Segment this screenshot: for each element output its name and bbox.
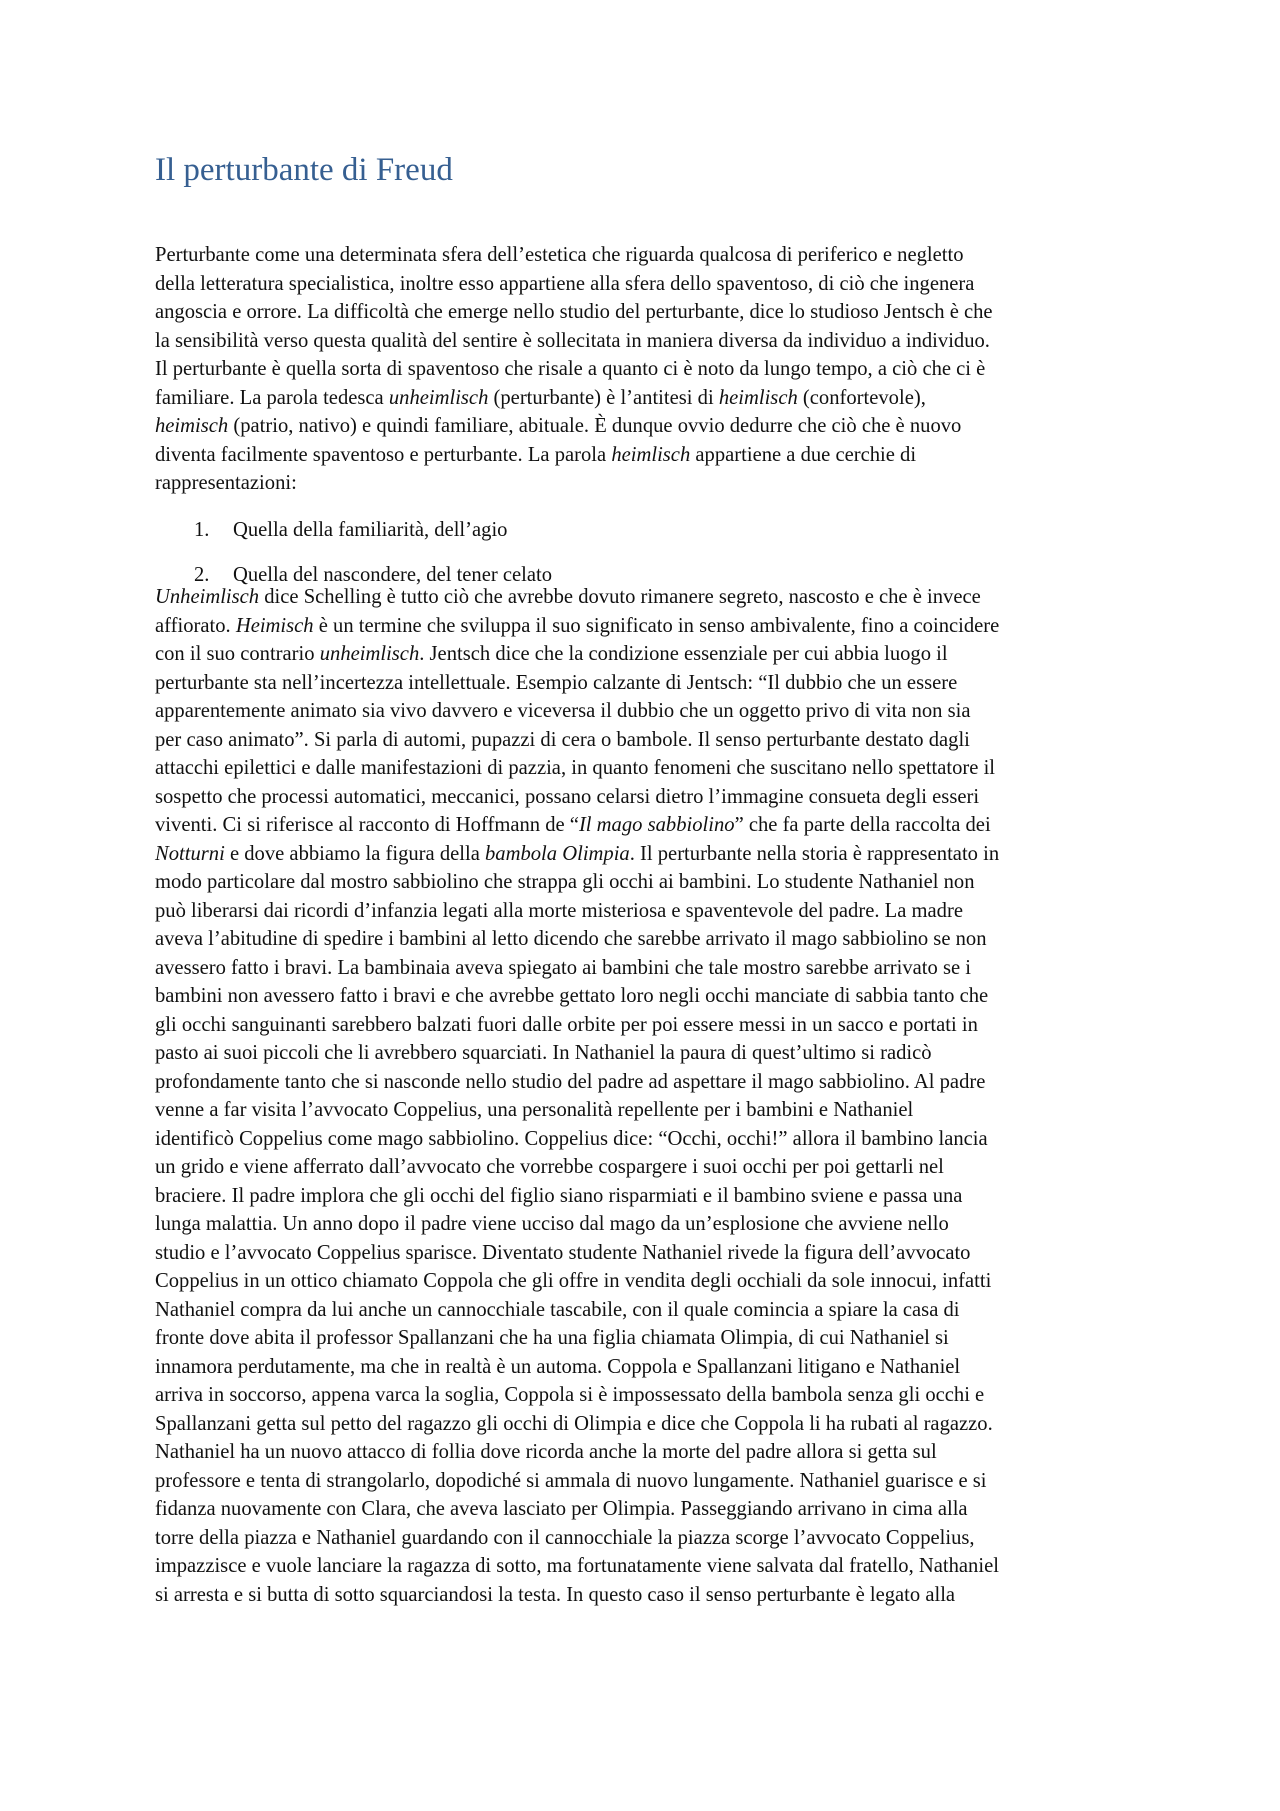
text-segment: (confortevole), [797, 386, 926, 409]
text-segment: fidanza nuovamente con Clara, che aveva lasciato per Olimpia. Passeggiando arrivano in cima alla [155, 1498, 968, 1520]
text-line [155, 1495, 1135, 1524]
text-segment: affiorato. [155, 614, 236, 637]
text-segment: (patrio, nativo) e quindi familiare, abituale. È dunque ovvio dedurre che ciò che è nuovo [228, 415, 962, 437]
text-segment: per caso animato”. Si parla di automi, pupazzi di cera o bambole. Il senso perturbante destato dagli [155, 728, 970, 751]
italic-term: Unheimlisch [155, 586, 260, 608]
text-segment: può liberarsi dai ricordi d’infanzia legati alla morte misteriosa e spaventevole del padre. La madre [155, 899, 963, 922]
text-segment: venne a far visita l’avvocato Coppelius, una personalità repellente per i bambini e Nathaniel [155, 1099, 914, 1121]
list-item-number: 1. [194, 519, 210, 541]
text-line [155, 270, 1135, 299]
text-segment: fronte dove abita il professor Spallanzani che ha una figlia chiamata Olimpia, di cui Nathaniel si [155, 1327, 949, 1349]
text-segment: arriva in soccorso, appena varca la soglia, Coppola si è impossessato della bambola senza gli occhi e [155, 1384, 985, 1406]
text-line [155, 1438, 1135, 1467]
text-line [155, 868, 1135, 897]
list-item-text: Quella del nascondere, del tener celato [233, 564, 553, 586]
text-line [155, 1011, 1135, 1040]
text-segment: avessero fatto i bravi. La bambinaia aveva spiegato ai bambini che tale mostro sarebbe arrivato se i [155, 956, 971, 979]
text-line [155, 840, 1135, 869]
text-line [155, 612, 1135, 641]
text-segment: pasto ai suoi piccoli che li avrebbero squarciati. In Nathaniel la paura di quest’ultimo si radicò [155, 1042, 932, 1064]
text-line [155, 1153, 1135, 1182]
text-line [155, 298, 1135, 327]
text-segment: torre della piazza e Nathaniel guardando con il cannocchiale la piazza scorge l’avvocato Coppelius, [155, 1526, 975, 1549]
text-segment: della letteratura specialistica, inoltre esso appartiene alla sfera dello spaventoso, di ciò che ingenera [155, 272, 975, 295]
text-line [155, 669, 1135, 698]
text-segment: impazzisce e vuole lanciare la ragazza di sotto, ma fortunatamente viene salvata dal fratello, Nathaniel [155, 1555, 999, 1577]
text-segment: ” che fa parte della raccolta dei [734, 814, 991, 836]
text-segment: angoscia e orrore. La difficoltà che emerge nello studio del perturbante, dice lo studioso Jentsch è che [155, 301, 993, 323]
text-segment: braciere. Il padre implora che gli occhi del figlio siano risparmiati e il bambino sviene e passa una [155, 1184, 963, 1207]
text-segment: innamora perdutamente, ma che in realtà è un automa. Coppola e Spallanzani litigano e Nathaniel [155, 1355, 961, 1378]
list-item [155, 516, 1055, 561]
text-line [155, 1324, 1135, 1353]
text-line [155, 1267, 1135, 1296]
text-line [155, 1068, 1135, 1097]
text-line [155, 1410, 1135, 1439]
text-segment: lunga malattia. Un anno dopo il padre viene ucciso dal mago da un’esplosione che avviene nello [155, 1213, 949, 1235]
italic-term: unheimlisch [319, 643, 420, 665]
text-segment: Nathaniel ha un nuovo attacco di follia dove ricorda anche la morte del padre allora si getta sul [155, 1441, 937, 1463]
text-line [155, 1353, 1135, 1382]
text-segment: Perturbante come una determinata sfera dell’estetica che riguarda qualcosa di periferico e negletto [155, 244, 964, 266]
text-segment: apparentemente animato sia vivo davvero e viceversa il dubbio che un oggetto privo di vita non sia [155, 700, 971, 722]
text-segment: Spallanzani getta sul petto del ragazzo gli occhi di Olimpia e dice che Coppola li ha rubati al ragazzo. [155, 1412, 993, 1435]
text-line [155, 1467, 1135, 1496]
italic-term: bambola Olimpia [485, 842, 630, 865]
text-line [155, 697, 1135, 726]
text-line [155, 726, 1135, 755]
text-segment: diventa facilmente spaventoso e perturbante. La parola [155, 443, 612, 466]
text-segment: bambini non avessero fatto i bravi e che avrebbe gettato loro negli occhi manciate di sabbia tanto che [155, 985, 989, 1007]
text-segment: professore e tenta di strangolarlo, dopodiché si ammala di nuovo lungamente. Nathaniel guarisce e si [155, 1469, 987, 1492]
text-line [155, 954, 1135, 983]
list-item-text: Quella della familiarità, dell’agio [233, 519, 508, 541]
text-line [155, 1524, 1135, 1553]
paragraph-body [155, 583, 1135, 1609]
text-segment: studio e l’avvocato Coppelius sparisce. Diventato studente Nathaniel rivede la figura dell’avvocato [155, 1241, 971, 1264]
italic-term: heimisch [155, 415, 229, 437]
text-segment: dice Schelling è tutto ciò che avrebbe dovuto rimanere segreto, nascosto e che è invece [259, 586, 981, 608]
text-segment: familiare. La parola tedesca [155, 386, 389, 409]
text-segment: sospetto che processi automatici, meccanici, possano celarsi dietro l’immagine consueta degli esseri [155, 785, 980, 808]
text-segment: modo particolare dal mostro sabbiolino che strappa gli occhi ai bambini. Lo studente Nathaniel non [155, 871, 975, 893]
text-line [155, 811, 1135, 840]
italic-term: Notturni [155, 842, 225, 865]
text-segment: identificò Coppelius come mago sabbiolino. Coppelius dice: “Occhi, occhi!” allora il bambino lancia [155, 1127, 988, 1150]
text-line [155, 327, 1135, 356]
paragraph-intro [155, 241, 1135, 498]
text-line [155, 441, 1135, 470]
text-line [155, 1096, 1135, 1125]
text-line [155, 384, 1135, 413]
text-line [155, 1210, 1135, 1239]
italic-term: heimlisch [611, 443, 691, 466]
text-line [155, 754, 1135, 783]
text-line [155, 783, 1135, 812]
text-line [155, 1239, 1135, 1268]
text-segment: è un termine che sviluppa il suo significato in senso ambivalente, fino a coincidere [313, 614, 1000, 637]
text-segment: Nathaniel compra da lui anche un cannocchiale tascabile, con il quale comincia a spiare la casa di [155, 1298, 960, 1321]
text-segment: Coppelius in un ottico chiamato Coppola che gli offre in vendita degli occhiali da sole innocui, infatti [155, 1270, 992, 1292]
text-segment: profondamente tanto che si nasconde nello studio del padre ad aspettare il mago sabbiolino. Al padre [155, 1070, 986, 1093]
italic-term: unheimlisch [388, 386, 489, 409]
text-segment: un grido e viene afferrato dall’avvocato che vorrebbe cospargere i suoi occhi per poi gettarli nel [155, 1156, 944, 1178]
text-line [155, 355, 1135, 384]
italic-term: heimlisch [718, 386, 798, 409]
text-line [155, 1125, 1135, 1154]
text-segment: Il perturbante è quella sorta di spaventoso che risale a quanto ci è noto da lungo tempo, a ciò che ci è [155, 358, 986, 380]
text-line [155, 640, 1135, 669]
text-line [155, 1581, 1135, 1610]
list-item-number: 2. [194, 564, 210, 586]
text-line [155, 897, 1135, 926]
text-line [155, 1552, 1135, 1581]
text-segment: (perturbante) è l’antitesi di [488, 386, 719, 409]
text-segment: . Il perturbante nella storia è rappresentato in [629, 842, 1000, 865]
text-line [155, 412, 1135, 441]
italic-term: Il mago sabbiolino [578, 814, 735, 836]
text-segment: e dove abbiamo la figura della [224, 842, 485, 865]
text-segment: aveva l’abitudine di spedire i bambini al letto dicendo che sarebbe arrivato il mago sabbiolino se non [155, 928, 987, 950]
text-line [155, 583, 1135, 612]
italic-term: Heimisch [235, 614, 314, 637]
document-title: Il perturbante di Freud [155, 152, 453, 188]
text-line [155, 1381, 1135, 1410]
text-line [155, 1039, 1135, 1068]
text-segment: appartiene a due cerchie di [690, 443, 917, 466]
text-segment: rappresentazioni: [155, 472, 297, 494]
text-segment: si arresta e si butta di sotto squarciandosi la testa. In questo caso il senso perturbante è legato alla [155, 1583, 956, 1606]
text-segment: con il suo contrario [155, 643, 320, 665]
text-line [155, 469, 1135, 498]
text-line [155, 1182, 1135, 1211]
text-segment: . Jentsch dice che la condizione essenziale per cui abbia luogo il [419, 643, 948, 665]
text-line [155, 925, 1135, 954]
text-segment: gli occhi sanguinanti sarebbero balzati fuori dalle orbite per poi essere messi in un sacco e portati in [155, 1013, 978, 1036]
text-segment: attacchi epilettici e dalle manifestazioni di pazzia, in quanto fenomeni che suscitano nello spettatore il [155, 757, 996, 779]
text-segment: la sensibilità verso questa qualità del sentire è sollecitata in maniera diversa da individuo a individuo. [155, 329, 990, 352]
text-line [155, 1296, 1135, 1325]
text-segment: viventi. Ci si riferisce al racconto di Hoffmann de “ [155, 814, 579, 836]
text-segment: perturbante sta nell’incertezza intellettuale. Esempio calzante di Jentsch: “Il dubbio che un essere [155, 671, 958, 694]
text-line [155, 241, 1135, 270]
text-line [155, 982, 1135, 1011]
